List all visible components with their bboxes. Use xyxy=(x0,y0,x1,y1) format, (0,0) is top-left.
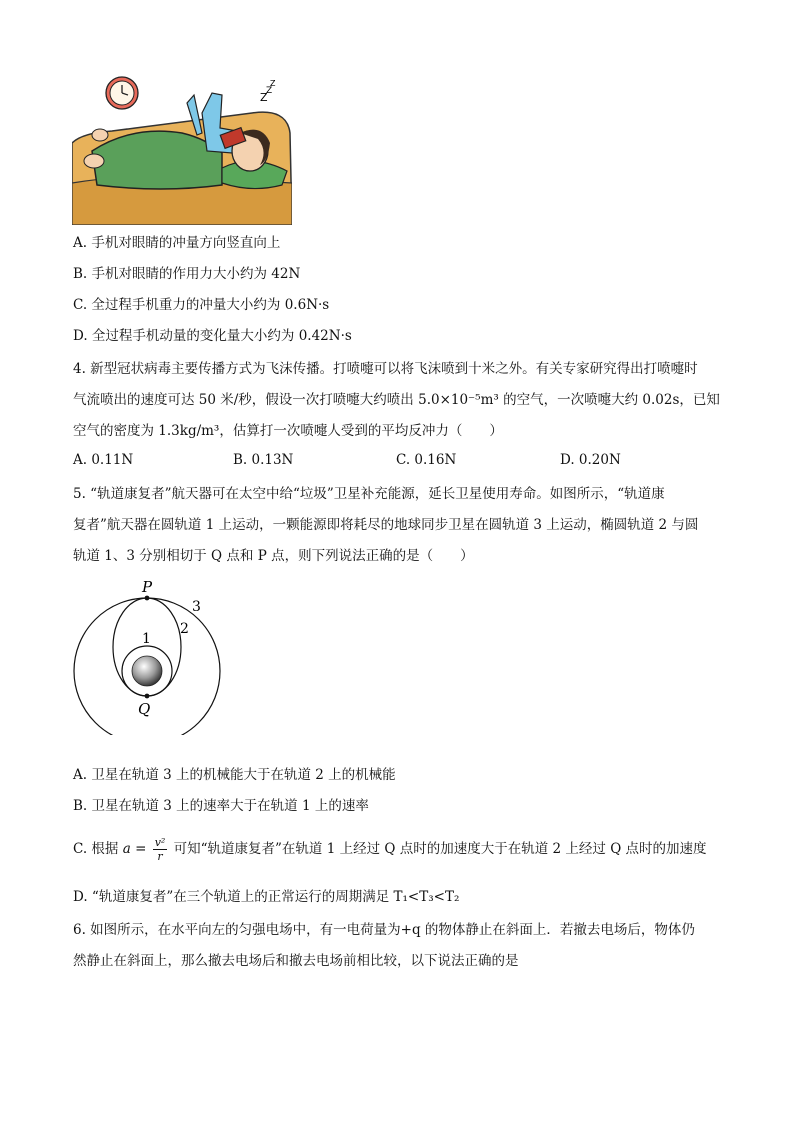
formula-denominator: r xyxy=(157,850,163,863)
q5-option-a: A. 卫星在轨道 3 上的机械能大于在轨道 2 上的机械能 xyxy=(73,767,396,783)
point-p xyxy=(145,596,150,601)
svg-text:Z: Z xyxy=(270,79,276,88)
q4-option-a: A. 0.11N xyxy=(73,452,134,468)
q5-option-c-suffix: 可知“轨道康复者”在轨道 1 上经过 Q 点时的加速度大于在轨道 2 上经过 Q 点时的加速度 xyxy=(173,841,707,857)
orbit-diagram xyxy=(70,575,230,735)
q3-option-c: C. 全过程手机重力的冲量大小约为 0.6N·s xyxy=(73,297,330,313)
q6-stem-line1: 6. 如图所示，在水平向左的匀强电场中，有一电荷量为+q 的物体静止在斜面上．若撤去电场后，物体仍 xyxy=(73,922,695,938)
q4-options xyxy=(73,452,753,472)
q5-option-c xyxy=(73,832,707,866)
q6-stem-line2: 然静止在斜面上，那么撤去电场后和撤去电场前相比较，以下说法正确的是 xyxy=(73,953,519,969)
label-3: 3 xyxy=(192,599,201,615)
label-p: P xyxy=(142,578,153,596)
label-1: 1 xyxy=(142,631,151,647)
label-q: Q xyxy=(138,700,151,718)
q5-option-d: D. “轨道康复者”在三个轨道上的正常运行的周期满足 T₁<T₃<T₂ xyxy=(73,889,460,905)
q4-option-d: D. 0.20N xyxy=(560,452,621,468)
q4-stem-line2: 气流喷出的速度可达 50 米/秒，假设一次打喷嚏大约喷出 5.0×10⁻⁵m³ 的空气，一次喷嚏大约 0.02s，已知 xyxy=(73,392,720,408)
sleep-zzz-icon: Z xyxy=(260,91,268,104)
q5-option-c-prefix: C. 根据 xyxy=(73,841,119,857)
q4-stem-line3: 空气的密度为 1.3kg/m³，估算打一次喷嚏人受到的平均反冲力（ ） xyxy=(73,423,503,439)
q3-option-a: A. 手机对眼睛的冲量方向竖直向上 xyxy=(73,235,281,251)
q3-option-d: D. 全过程手机动量的变化量大小约为 0.42N·s xyxy=(73,328,352,344)
q4-stem-line1: 4. 新型冠状病毒主要传播方式为飞沫传播。打喷嚏可以将飞沫喷到十米之外。有关专家研究得出打喷嚏时 xyxy=(73,361,698,377)
clock-icon xyxy=(106,77,138,109)
formula-fraction xyxy=(153,836,168,863)
q5-stem-line3: 轨道 1、3 分别相切于 Q 点和 P 点，则下列说法正确的是（ ） xyxy=(73,548,474,564)
earth xyxy=(132,656,162,686)
formula-numerator: v² xyxy=(154,836,166,849)
point-q xyxy=(145,694,150,699)
q5-option-b: B. 卫星在轨道 3 上的速率大于在轨道 1 上的速率 xyxy=(73,798,369,814)
label-2: 2 xyxy=(180,621,189,637)
q5-stem-line1: 5. “轨道康复者”航天器可在太空中给“垃圾”卫星补充能源，延长卫星使用寿命。如图所示，“轨道康 xyxy=(73,486,665,502)
q3-option-b: B. 手机对眼睛的作用力大小约为 42N xyxy=(73,266,301,282)
svg-text:Z: Z xyxy=(266,86,273,96)
formula-lhs: a = xyxy=(122,841,147,857)
q5-stem-line2: 复者”航天器在圆轨道 1 上运动，一颗能源即将耗尽的地球同步卫星在圆轨道 3 上运动，椭圆轨道 2 与圆 xyxy=(73,517,699,533)
q4-option-c: C. 0.16N xyxy=(396,452,457,468)
sleeping-phone-illustration xyxy=(72,73,292,225)
q4-option-b: B. 0.13N xyxy=(233,452,294,468)
